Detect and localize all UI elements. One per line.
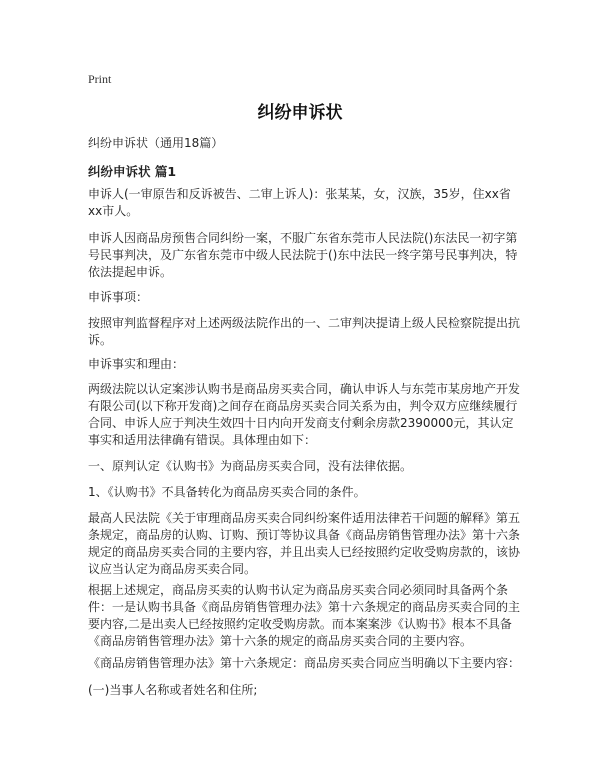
paragraph-facts-label: 申诉事实和理由： [88,357,185,371]
paragraph-analysis: 根据上述规定，商品房买卖的认购书认定为商品房买卖合同必须同时具备两个条件：一是认购书具备《商品房销售管理办法》第十六条规定的商品房买卖合同的主要内容,二是出卖人已经按照约定收受购房款。而本案案涉《认购书》根本不具备《商品房销售管理办法》第十六条的规定的商品房买卖合同的主要内容。 [88,583,521,648]
paragraph-article-16: 《商品房销售管理办法》第十六条规定：商品房买卖合同应当明确以下主要内容： [88,656,521,670]
print-label: Print [88,72,112,86]
paragraph-applicant: 申诉人(一审原告和反诉被告、二审上诉人)：张某某，女，汉族，35岁，住xx省xx市人。 [88,187,511,218]
paragraph-appeal-intro: 申诉人因商品房预售合同纠纷一案，不服广东省东莞市人民法院()东法民一初字第号民事判决，及广东省东莞市中级人民法院于()东中法民一终字第号民事判决，特依法提起申诉。 [88,231,518,279]
document-title: 纠纷申诉状 [257,103,343,123]
document-subtitle: 纠纷申诉状（通用18篇） [88,136,224,150]
section-heading: 纠纷申诉状 篇1 [88,164,177,179]
paragraph-facts: 两级法院以认定案涉认购书是商品房买卖合同，确认申诉人与东莞市某房地产开发有限公司(以下称开发商)之间存在商品房买卖合同关系为由，判令双方应继续履行合同、申诉人应于判决生效四十日内向开发商支付剩余房款2390000元，其认定事实和适用法律确有错误。具体理由如下： [88,382,521,447]
paragraph-point-one-sub: 1、《认购书》不具备转化为商品房买卖合同的条件。 [88,485,366,499]
paragraph-appeal-items: 按照审判监督程序对上述两级法院作出的一、二审判决提请上级人民检察院提出抗诉。 [88,316,521,347]
paragraph-point-one: 一、原判认定《认购书》为商品房买卖合同，没有法律依据。 [88,459,413,473]
paragraph-item-1: (一)当事人名称或者姓名和住所; [88,683,258,697]
paragraph-appeal-items-label: 申诉事项： [88,290,149,304]
paragraph-supreme-court: 最高人民法院《关于审理商品房买卖合同纠纷案件适用法律若干问题的解释》第五条规定，商品房的认购、订购、预订等协议具备《商品房销售管理办法》第十六条规定的商品房买卖合同的主要内容，并且出卖人已经按照约定收受购房款的，该协议应当认定为商品房买卖合同。 [88,511,521,576]
